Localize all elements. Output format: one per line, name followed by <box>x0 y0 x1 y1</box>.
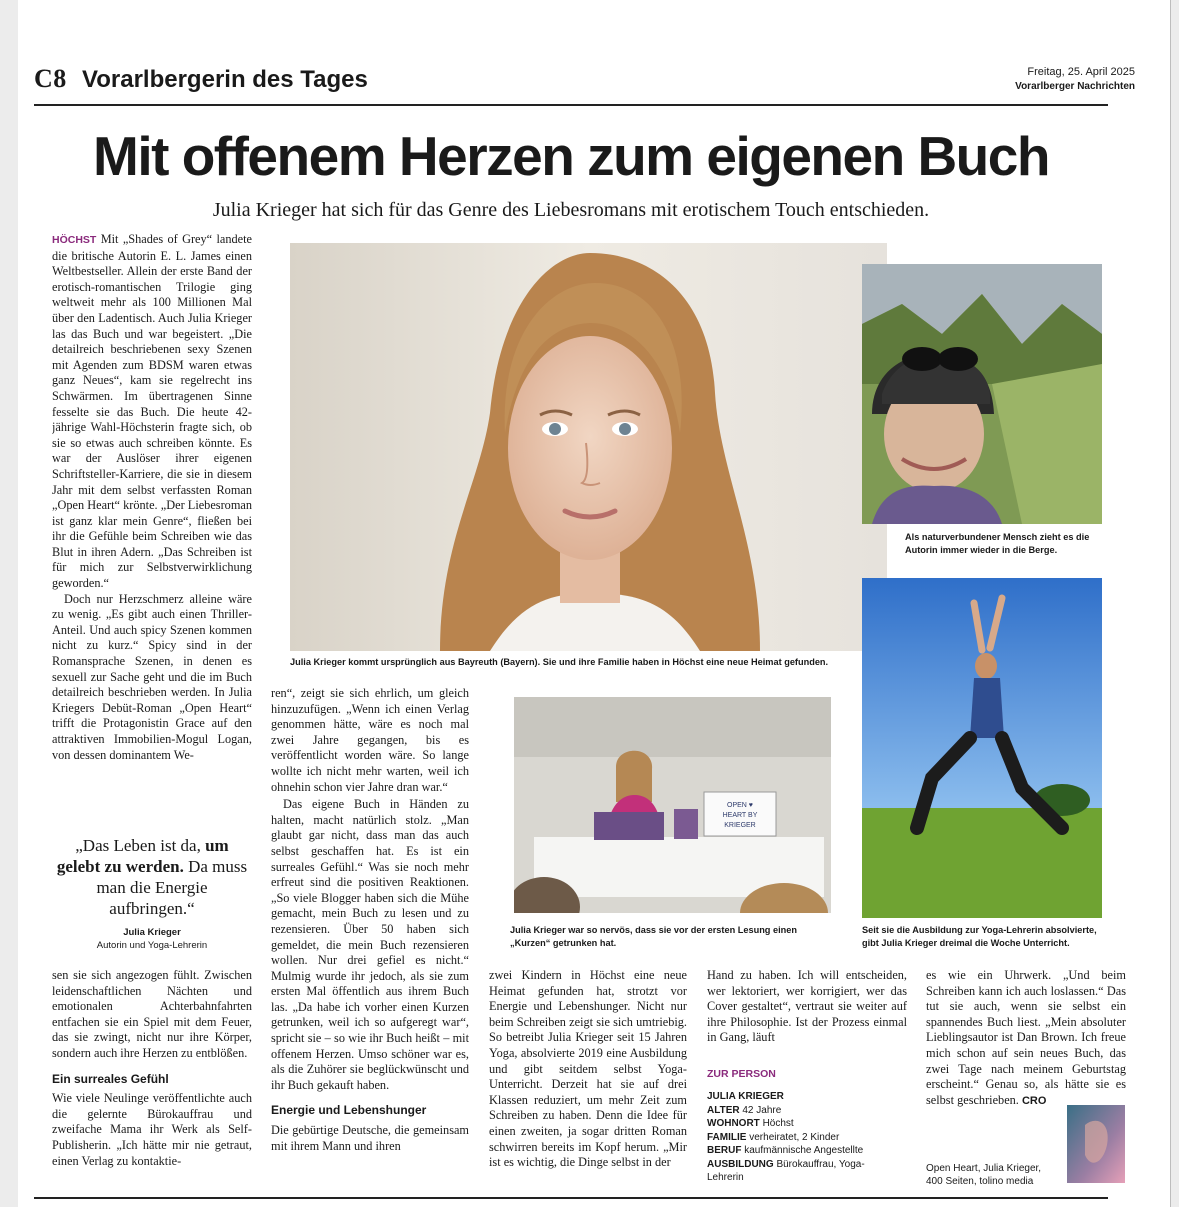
yoga-illustration <box>862 578 1102 918</box>
book-cover <box>1067 1105 1125 1183</box>
book-reading-photo <box>514 697 831 913</box>
quote-text-end: Da muss man die Energie aufbringen.“ <box>96 857 248 918</box>
yoga-photo <box>862 578 1102 918</box>
pull-quote <box>52 835 252 919</box>
quote-emphasis: um gelebt zu werden. <box>56 836 229 876</box>
article-column-4 <box>707 968 907 1068</box>
article-paragraph: Die gebürtige Deutsche, die gemeinsam mit ihrem Mann und ihren <box>271 1123 469 1153</box>
article-paragraph: Wie viele Neulinge veröffentlichte auch die gelernte Bürokauffrau und zweifache Mama ihr Werk als Self-Publisherin. „Ich hätte mir nie getraut, einen Verlag zu kontaktie- <box>52 1091 252 1168</box>
mountain-photo-caption: Als naturverbundener Mensch zieht es die Autorin immer wieder in die Berge. <box>905 532 1090 555</box>
article-column-5 <box>926 968 1126 1128</box>
quote-author-role: Autorin und Yoga-Lehrerin <box>96 940 208 951</box>
person-row-residence: WOHNORT Höchst <box>707 1118 794 1129</box>
person-facts <box>707 1090 897 1185</box>
article-paragraph: sen sie sich angezogen fühlt. Zwischen leidenschaftlichen Nächten und emotionalen Achterbahnfahrten entfachen sie ein Spiel mit dem Feuer, das sie zwingt, nicht nur ihre Körper, sondern auch ihre Herzen zu entblößen. <box>52 968 252 1060</box>
issue-date: Freitag, 25. April 2025 <box>1027 66 1135 78</box>
article-paragraph: es wie ein Uhrwerk. „Und beim Schreiben kann ich auch loslassen.“ Das tut sie auch, wenn sie selbst ein spannendes Buch liest. „Mein absoluter Lieblingsautor ist Dan Brown. Ich freue mich schon auf sein neues Buch, das zwei Tage nach meinem Geburtstag erscheint.“ Genau so, als hätte sie es selbst geschrieben. <box>926 968 1126 1107</box>
page-number: C8 <box>34 64 67 93</box>
svg-text:KRIEGER: KRIEGER <box>724 822 756 829</box>
reading-photo-caption: Julia Krieger war so nervös, dass sie vor der ersten Lesung einen „Kurzen“ getrunken hat. <box>510 925 797 948</box>
section-title: Vorarlbergerin des Tages <box>82 66 368 93</box>
portrait-illustration <box>290 243 887 651</box>
headline: Mit offenem Herzen zum eigenen Buch <box>93 125 1049 187</box>
subheadline: Julia Krieger hat sich für das Genre des Liebesromans mit erotischem Touch entschieden. <box>212 199 930 221</box>
article-paragraph: ren“, zeigt sie sich ehrlich, um gleich hinzuzufügen. „Wenn ich einen Verlag genommen hätte, wäre es noch mal zwei Jahre gegangen, bis es veröffentlicht worden wäre. So lange wollte ich nicht mehr warten, weil ich ohnehin schon vier Jahre dran war.“ <box>271 686 469 794</box>
article-paragraph: Doch nur Herzschmerz alleine wäre zu wenig. „Es gibt auch einen Thriller-Anteil. Und auch spicy Szenen kommen nicht zu kurz.“ Spicy sind in der Romansprache Szenen, in denen es sexuell zur Sache geht und die im Buch detailreich beschrieben werden. In Julia Kriegers Debüt-Roman „Open Heart“ trifft die Protagonistin Grace auf den attraktiven Immobilien-Mogul Logan, von dessen dominantem We- <box>52 591 252 762</box>
article-paragraph: zwei Kindern in Höchst eine neue Heimat gefunden hat, strotzt vor Energie und Lebenshunger. Nicht nur beim Schreiben zeigt sie sich umtriebig. So betreibt Julia Krieger seit 15 Jahren Yoga, absolvierte 2019 eine Ausbildung und gibt seitdem selbst Yoga-Unterricht. Derzeit hat sie auf drei Klassen reduziert, um mehr Zeit zum Schreiben zu haben. Denn die Idee für einen zweiten, ja sogar dritten Roman schwirren bereits im Kopf herum. „Mir ist es wichtig, die Dinge selbst in der <box>489 968 687 1170</box>
subheading: Energie und Lebenshunger <box>271 1103 427 1118</box>
article-column-2 <box>271 686 469 1192</box>
newspaper-name: Vorarlberger Nachrichten <box>1015 81 1135 92</box>
article-column-3 <box>489 968 687 1192</box>
main-portrait-photo <box>290 243 887 651</box>
person-row-age: ALTER 42 Jahre <box>707 1104 782 1116</box>
article-column-1 <box>52 232 252 814</box>
reading-illustration <box>514 697 831 913</box>
quote-author: Julia Krieger <box>123 927 181 938</box>
article-column-1-bottom <box>52 968 252 1192</box>
subheading: Ein surreales Gefühl <box>52 1071 169 1086</box>
book-caption: Open Heart, Julia Krieger, 400 Seiten, tolino media <box>926 1163 1042 1187</box>
author-signature: CRO <box>1021 1094 1047 1107</box>
mountain-illustration <box>862 264 1102 524</box>
article-paragraph: Mit „Shades of Grey“ landete die britische Autorin E. L. James einen Weltbestseller. Allein der erste Band der erotisch-romantischen Trilogie ging weltweit mehr als 100 Millionen Mal über den Ladentisch. Auch Julia Krieger las das Buch und war begeistert. „Die detailreich beschriebenen sexy Szenen mit Agenden zum BDSM waren etwas ganz Neues“, kam sie regelrecht ins Schwärmen. Im übertragenen Sinne fesselte sie das Buch. Die heute 42-jährige Wahl-Höchsterin fragte sich, ob sie so etwas auch schreiben könnte. Es war der Auslöser ihrer eigenen Schriftsteller-Karriere, die sie in diesem Jahr mit dem selbst verfassten Roman „Open Heart“ krönte. „Der Liebesroman ist ganz klar mein Genre“, fließen bei ihr die Gefühle beim Schreiben wie das Blut in ihren Adern. „Das Schreiben ist für mich zur Selbstverwirklichung geworden.“ <box>52 232 252 591</box>
main-photo-caption: Julia Krieger kommt ursprünglich aus Bayreuth (Bayern). Sie und ihre Familie haben in Höchst eine neue Heimat gefunden. <box>290 657 829 667</box>
person-box-title: ZUR PERSON <box>707 1068 776 1080</box>
footer-rule <box>34 1197 1108 1199</box>
person-name: JULIA KRIEGER <box>707 1091 784 1102</box>
person-row-job: BERUF kaufmännische Angestellte <box>707 1145 864 1156</box>
article-paragraph: Hand zu haben. Ich will entscheiden, wer lektoriert, wer korrigiert, wer das Cover gestaltet“, vertraut sie weiter auf ihre Philosophie. Ist der Prozess einmal in Gang, läuft <box>707 968 907 1045</box>
person-row-education: AUSBILDUNG Bürokauffrau, Yoga-Lehrerin <box>707 1158 865 1183</box>
header-rule <box>34 104 1108 106</box>
mountain-selfie-photo <box>862 264 1102 524</box>
yoga-photo-caption: Seit sie die Ausbildung zur Yoga-Lehrerin absolvierte, gibt Julia Krieger dreimal die Woche Unterricht. <box>862 925 1097 948</box>
person-row-family: FAMILIE verheiratet, 2 Kinder <box>707 1131 840 1143</box>
quote-text: „Das Leben ist da, <box>75 836 206 855</box>
book-sign-text: OPEN ♥ <box>727 802 753 809</box>
dateline: HÖCHST <box>52 234 97 246</box>
article-paragraph: Das eigene Buch in Händen zu halten, macht natürlich stolz. „Man glaubt gar nicht, dass man das auch selbst geschaffen hat. Es ist ein surreales Gefühl.“ Was sie noch mehr erfreut sind die positiven Reaktionen. „So viele Blogger haben sich die Mühe gemacht, mein Buch zu lesen und zu rezensieren. Über 50 haben sich gemeldet, die mein Buch rezensieren wollen. Nur drei gefiel es nicht.“ Mulmig wurde ihr jedoch, als sie zum ersten Mal öffentlich aus ihrem Buch las. „Da habe ich vorher einen Kurzen getrunken, weil ich so aufgeregt war“, spricht sie – so wie ihr Buch heißt – mit offenem Herzen. Umso schöner war es, als die Zuhörer sie beglückwünscht und ihr Buch gekauft haben. <box>271 797 469 1092</box>
book-cover-illustration <box>1067 1105 1125 1183</box>
svg-text:HEART BY: HEART BY <box>722 812 758 819</box>
